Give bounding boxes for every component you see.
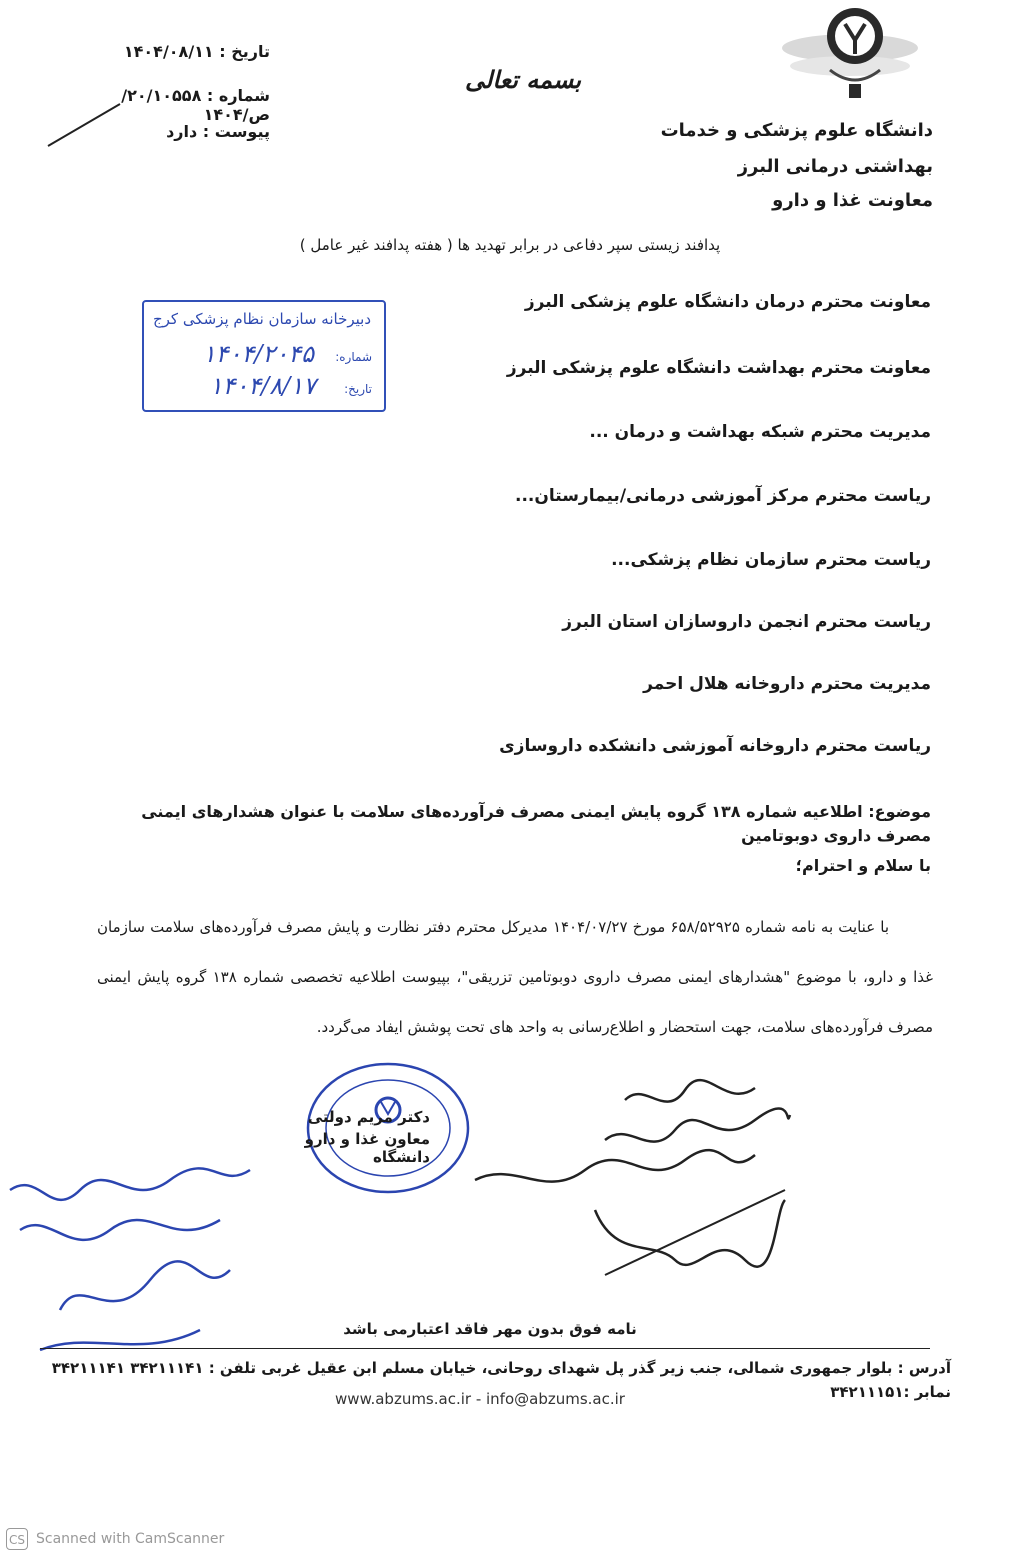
camscanner-logo: CS	[6, 1528, 28, 1550]
university-logo-icon	[770, 0, 940, 110]
bismillah-heading: بسمه تعالی	[465, 65, 582, 94]
recipient-line: ریاست محترم داروخانه آموزشی دانشکده داروسازی	[499, 736, 931, 756]
footer-web: www.abzums.ac.ir - info@abzums.ac.ir	[335, 1390, 625, 1408]
recipient-line: معاونت محترم درمان دانشگاه علوم پزشکی البرز	[524, 292, 931, 312]
registry-date-value: ۱۴۰۴/۸/۱۷	[209, 372, 316, 400]
recipient-line: ریاست محترم انجمن داروسازان استان البرز	[562, 612, 931, 632]
org-name-line3: معاونت غذا و دارو	[772, 190, 933, 211]
registry-date-label: تاریخ:	[344, 382, 372, 396]
handwritten-note-icon	[455, 1060, 795, 1300]
recipient-line: ریاست محترم سازمان نظام پزشکی...	[611, 550, 931, 570]
date-value: ۱۴۰۴/۰۸/۱۱	[123, 42, 214, 61]
date-label: تاریخ :	[219, 42, 270, 61]
attachment-label: پیوست :	[202, 122, 270, 141]
registry-stamp	[142, 300, 386, 412]
letter-date	[110, 42, 270, 61]
letter-greeting: با سلام و احترام؛	[795, 856, 931, 875]
registry-stamp-title: دبیرخانه سازمان نظام پزشکی کرج	[152, 310, 372, 328]
signatory-name: دکتر مریم دولتی	[307, 1108, 430, 1126]
recipient-line: مدیریت محترم داروخانه هلال احمر	[643, 674, 931, 694]
letter-subject: موضوع: اطلاعیه شماره ۱۳۸ گروه پایش ایمنی مصرف فرآورده‌های سلامت با عنوان هشدارهای ایمنی مصرف داروی دوبوتامین	[141, 802, 931, 845]
slogan: پدافند زیستی سپر دفاعی در برابر تهدید ها ( هفته پدافند غیر عامل )	[299, 236, 721, 254]
org-name-line1: دانشگاه علوم پزشکی و خدمات	[660, 120, 933, 141]
validity-note: نامه فوق بدون مهر فاقد اعتبارمی باشد	[343, 1320, 637, 1338]
scanner-watermark: Scanned with CamScanner	[36, 1531, 225, 1547]
handwritten-margin-note-icon	[0, 1160, 260, 1370]
recipient-line: مدیریت محترم شبکه بهداشت و درمان ...	[589, 422, 931, 442]
recipient-line: ریاست محترم مرکز آموزشی درمانی/بیمارستان...	[515, 486, 931, 506]
attachment-value: دارد	[166, 122, 198, 141]
official-seal-icon	[303, 1060, 473, 1196]
registry-number-label: شماره:	[335, 350, 372, 364]
letter-body: با عنایت به نامه شماره ۶۵۸/۵۲۹۲۵ مورخ ۱۴۰۴/۰۷/۲۷ مدیرکل محترم دفتر نظارت و پایش مصرف فرآورده‌های سلامت سازمان غذا و دارو، با موضوع "هشدارهای ایمنی مصرف داروی دوبوتامین تزریقی"، بپیوست اطلاعیه تخصصی شماره ۱۳۸ گروه پایش ایمنی مصرف فرآورده‌های سلامت، جهت استحضار و اطلاع‌رسانی به واحد های تحت پوشش ایفاد می‌گردد.	[97, 918, 933, 1036]
letter-number	[110, 86, 270, 124]
number-label: شماره :	[206, 86, 270, 105]
letter-attachment	[110, 122, 270, 141]
signatory-position: معاون غذا و دارو دانشگاه	[304, 1130, 430, 1166]
recipient-line: معاونت محترم بهداشت دانشگاه علوم پزشکی البرز	[506, 358, 931, 378]
footer-divider	[40, 1348, 930, 1349]
org-name-line2: بهداشتی درمانی البرز	[737, 156, 933, 177]
registry-number-value: ۱۴۰۴/۲۰۴۵	[202, 340, 314, 368]
footer-address: آدرس : بلوار جمهوری شمالی، جنب زیر گذر پل شهدای روحانی، خیابان مسلم ابن عقیل غربی تلفن : ۳۴۲۱۱۱۴۱ ۳۴۲۱۱۱۴۱ نمابر :۳۴۲۱۱۱۵۱	[51, 1359, 951, 1401]
number-value: ۲۰/۱۰۵۵۸/ص/۱۴۰۴	[121, 86, 270, 124]
